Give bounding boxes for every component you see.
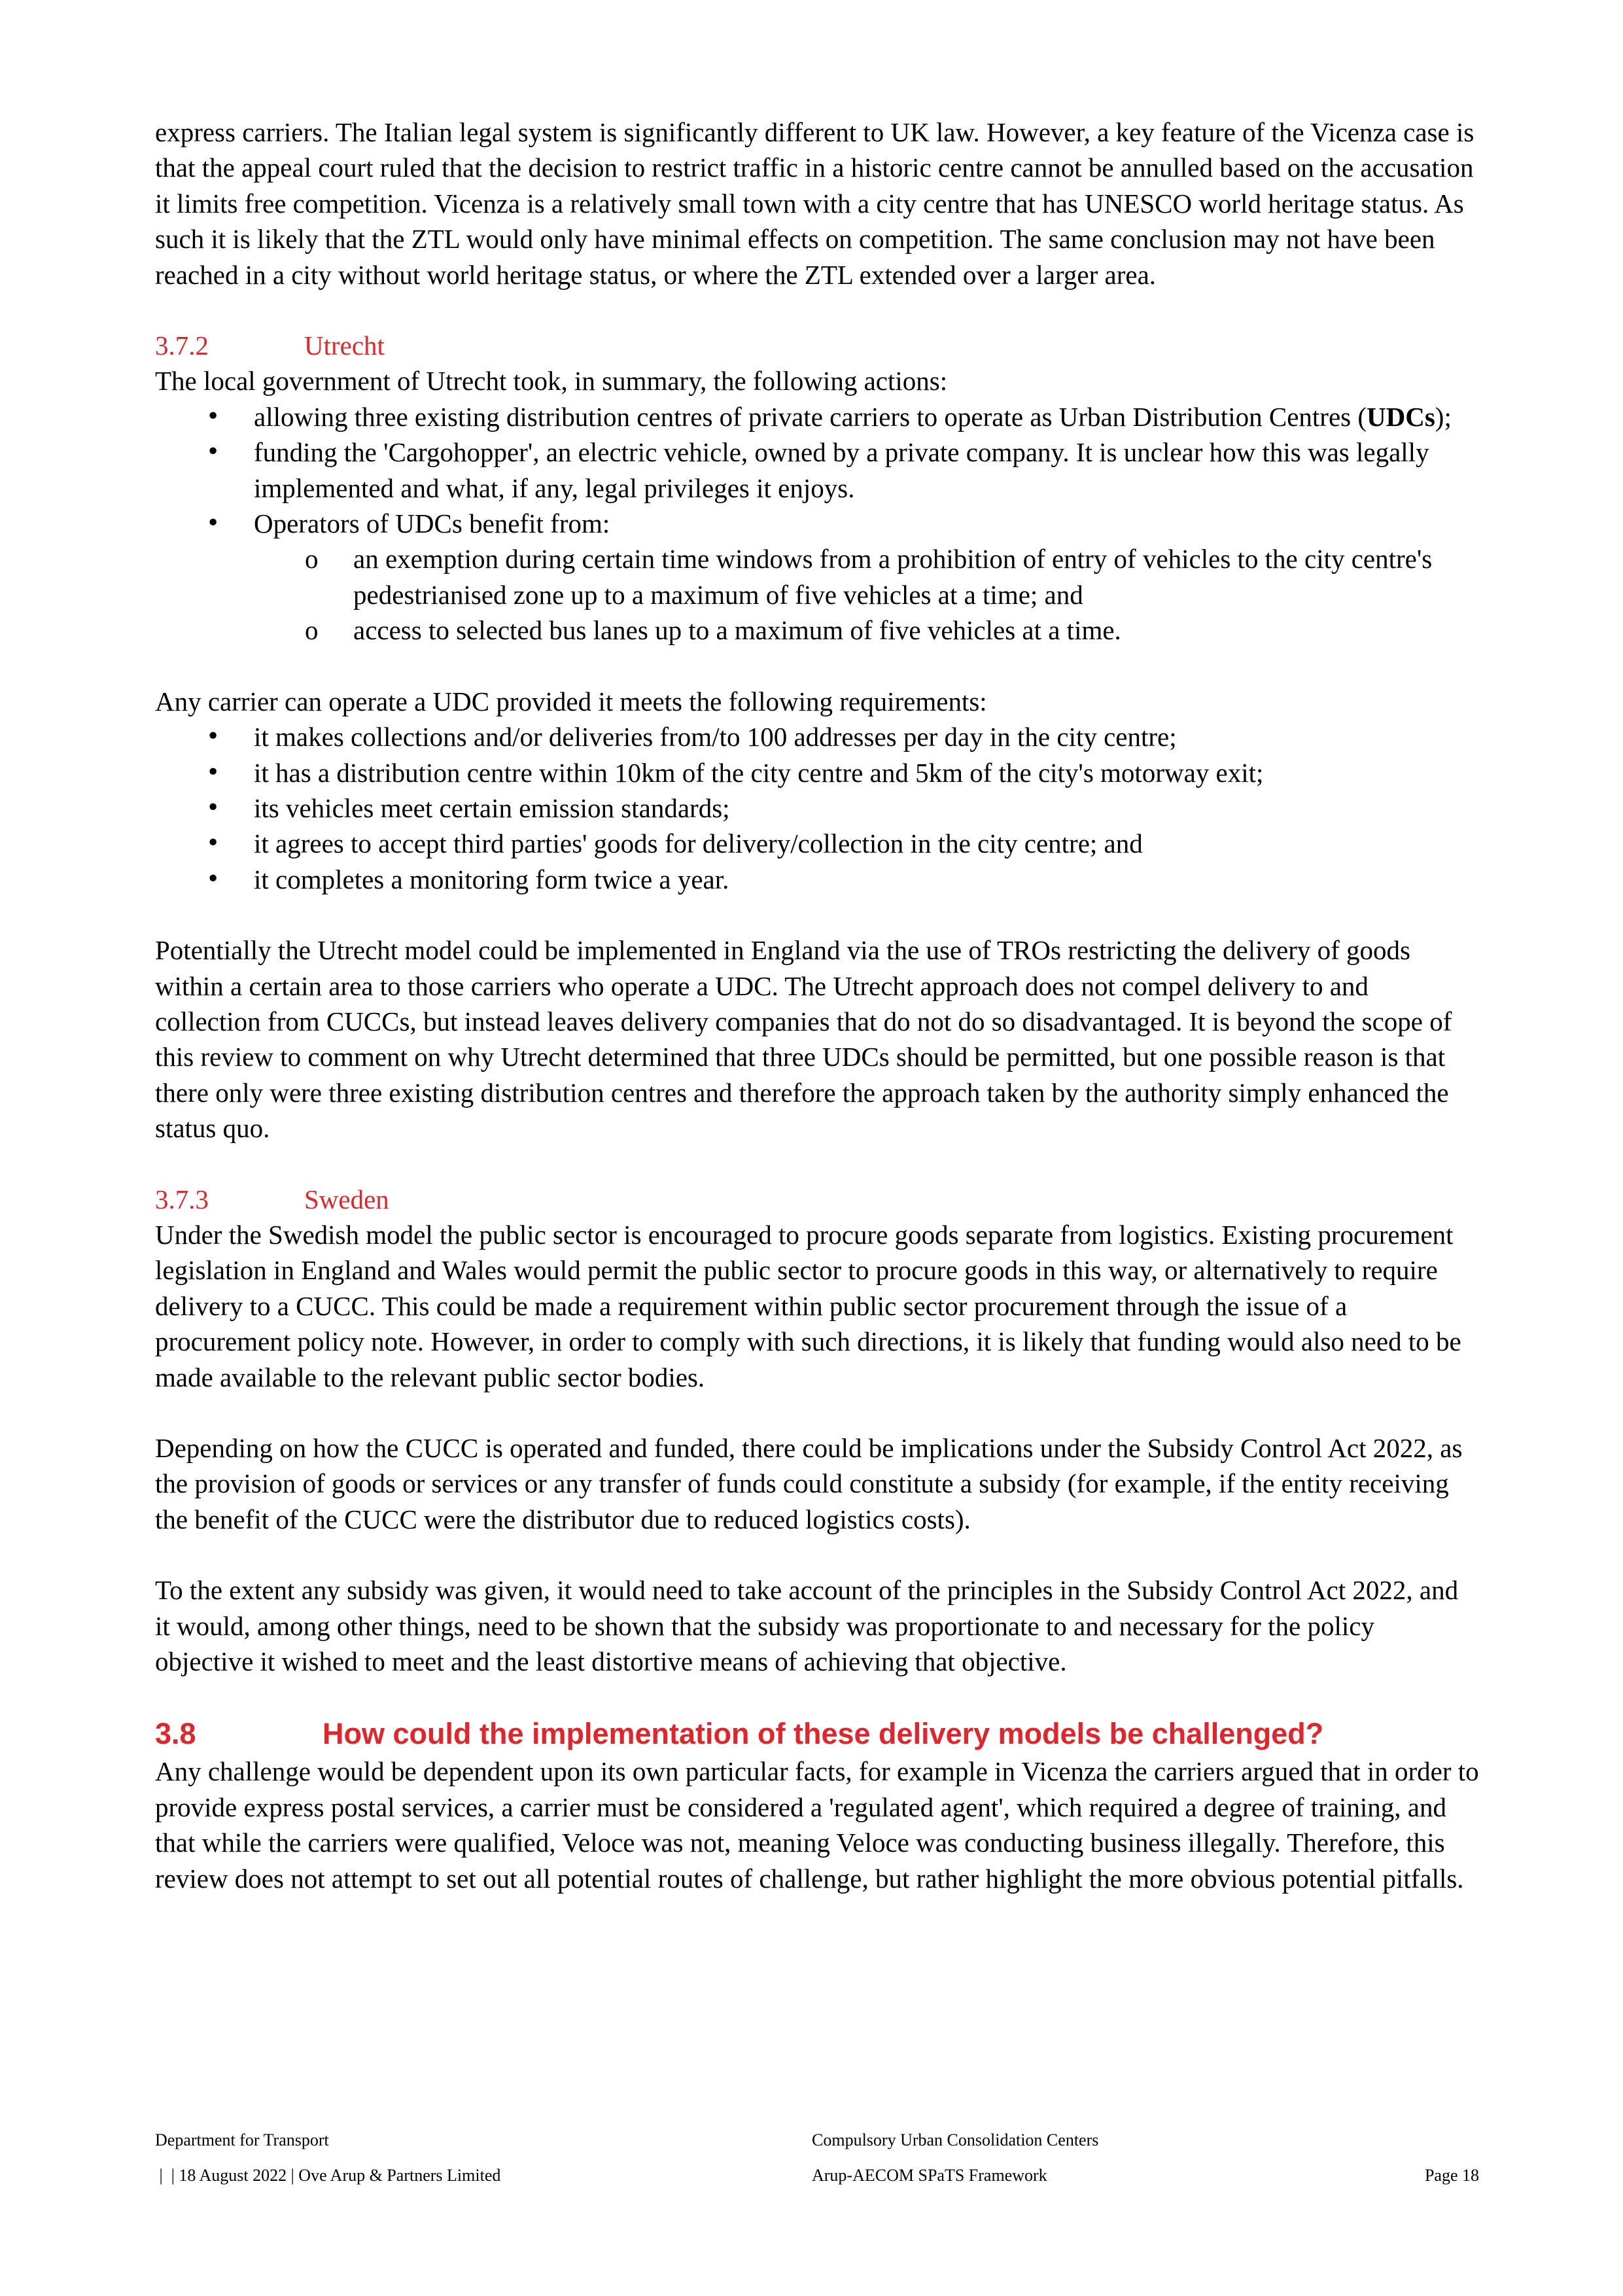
sweden-paragraph-1: Under the Swedish model the public sector is encouraged to procure goods separate from logistics. Existing procurement legislation in England and Wales would permit the public sector to procure goods in this way, or alternatively to require delivery to a CUCC. This could be made a requirement within public sector procurement through the issue of a procurement policy note. However, in order to comply with such directions, it is likely that funding would also need to be made available to the relevant public sector bodies. [155, 1219, 1461, 1392]
footer [155, 2130, 1479, 2189]
list-item: • allowing three existing distribution centres of private carriers to operate as Urban Distribution Centres (UDCs); [155, 399, 1479, 434]
challenge-paragraph: Any challenge would be dependent upon its own particular facts, for example in Vicenza the carriers argued that in order to provide express postal services, a carrier must be considered a 'regulated agent', which required a degree of training, and that while the carriers were qualified, Veloce was not, meaning Veloce was conducting business illegally. Therefore, this review does not attempt to set out all potential routes of challenge, but rather highlight the more obvious potential pitfalls. [155, 1756, 1479, 1894]
sub-list-item: o an exemption during certain time windows from a prohibition of entry of vehicles to the city centre's pedestrianised zone up to a maximum of five vehicles at a time; and [155, 541, 1479, 612]
list-item: • funding the 'Cargohopper', an electric vehicle, owned by a private company. It is unclear how this was legally implemented and what, if any, legal privileges it enjoys. [155, 434, 1479, 506]
intro-paragraph: express carriers. The Italian legal system is significantly different to UK law. However, a key feature of the Vicenza case is that the appeal court ruled that the decision to restrict traffic in a historic centre cannot be annulled based on the accusation it limits free competition. Vicenza is a relatively small town with a city centre that has UNESCO world heritage status. As such it is likely that the ZTL would only have minimal effects on competition. The same conclusion may not have been reached in a city without world heritage status, or where the ZTL extended over a larger area. [155, 117, 1475, 290]
list-item: • it agrees to accept third parties' goods for delivery/collection in the city centre; and [155, 826, 1479, 861]
utrecht-closing-paragraph: Potentially the Utrecht model could be implemented in England via the use of TROs restricting the delivery of goods within a certain area to those carriers who operate a UDC. The Utrecht approach does not compel delivery to and collection from CUCCs, but instead leaves delivery companies that do not do so disadvantaged. It is beyond the scope of this review to comment on why Utrecht determined that three UDCs should be permitted, but one possible reason is that there only were three existing distribution centres and therefore the approach taken by the authority simply enhanced the status quo. [155, 935, 1452, 1144]
list-item: • it completes a monitoring form twice a year. [155, 862, 1479, 897]
footer-document-title: Compulsory Urban Consolidation Centers [812, 2130, 1099, 2149]
list-item: • it has a distribution centre within 10km of the city centre and 5km of the city's motorway exit; [155, 755, 1479, 790]
footer-client: Department for Transport [155, 2130, 329, 2149]
section-number: 3.7.2 [155, 330, 209, 361]
udc-requirements-list [155, 719, 1479, 897]
requirements-intro: Any carrier can operate a UDC provided it meets the following requirements: [155, 686, 987, 716]
page-number: Page 18 [1424, 2166, 1479, 2185]
udc-benefits-list [254, 541, 1479, 648]
utrecht-actions-list [155, 399, 1479, 648]
utrecht-intro: The local government of Utrecht took, in summary, the following actions: [155, 366, 948, 397]
section-title: How could the implementation of these delivery models be challenged? [323, 1717, 1324, 1751]
section-heading-3-7-3 [155, 1182, 1479, 1217]
list-item: • Operators of UDCs benefit from: o an exemption during certain time windows from a prohibition of entry of vehicles to the city centre's pedestrianised zone up to a maximum of five vehicles at a time; and o access to selected bus lanes up to a maximum of five vehicles at a time. [155, 506, 1479, 648]
section-number: 3.8 [155, 1717, 196, 1751]
section-number: 3.7.3 [155, 1184, 209, 1214]
list-item: • its vehicles meet certain emission standards; [155, 790, 1479, 826]
sub-list-item: o access to selected bus lanes up to a maximum of five vehicles at a time. [155, 612, 1479, 648]
udcs-abbrev: UDCs [1367, 401, 1435, 432]
sweden-paragraph-3: To the extent any subsidy was given, it would need to take account of the principles in the Subsidy Control Act 2022, and it would, among other things, need to be shown that the subsidy was proportionate to and necessary for the policy objective it wished to meet and the least distortive means of achieving that objective. [155, 1575, 1459, 1677]
list-item: • it makes collections and/or deliveries from/to 100 addresses per day in the city centre; [155, 719, 1479, 754]
document-body [155, 115, 1479, 1896]
footer-date-company: | | 18 August 2022 | Ove Arup & Partners Limited [155, 2166, 501, 2185]
section-title: Utrecht [304, 330, 385, 361]
section-heading-3-8 [155, 1714, 1479, 1754]
footer-framework: Arup-AECOM SPaTS Framework [812, 2166, 1047, 2185]
section-heading-3-7-2 [155, 328, 1479, 363]
sweden-paragraph-2: Depending on how the CUCC is operated and funded, there could be implications under the Subsidy Control Act 2022, as the provision of goods or services or any transfer of funds could constitute a subsidy (for example, if the entity receiving the benefit of the CUCC were the distributor due to reduced logistics costs). [155, 1433, 1463, 1534]
section-title: Sweden [304, 1184, 389, 1214]
